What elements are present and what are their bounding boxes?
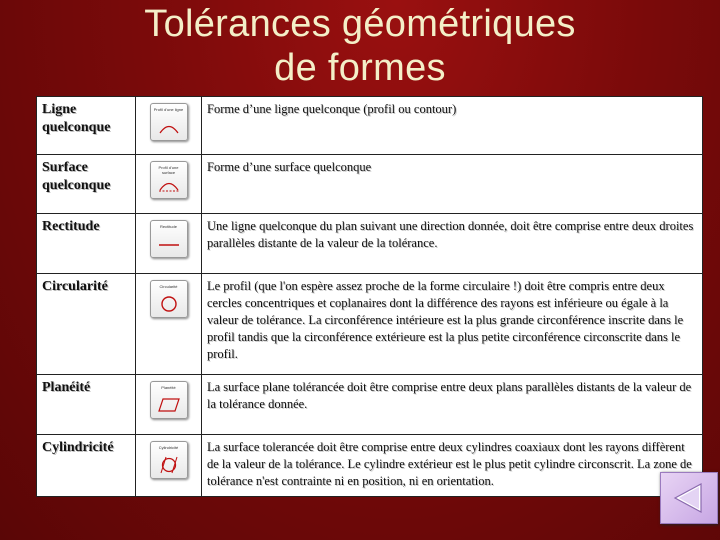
symbol-cell (136, 375, 202, 435)
symbol-cell (136, 97, 202, 155)
title-line-1: Tolérances géométriques (144, 3, 576, 45)
flatness-icon (150, 381, 188, 419)
slide-title (0, 2, 720, 90)
symbol-cell (136, 435, 202, 497)
symbol-caption: Rectitude (160, 224, 177, 229)
symbol-cell (136, 214, 202, 274)
tolerance-name: Ligne quelconque (37, 97, 136, 155)
symbol-caption: Profil d'une surface (158, 165, 179, 175)
cylindricity-icon (150, 441, 188, 479)
table-row (37, 435, 703, 497)
tolerance-name: Planéité (37, 375, 136, 435)
tolerance-description: Une ligne quelconque du plan suivant une direction donnée, doit être comprise entre deux droites parallèles distante de la valeur de la tolérance. (202, 214, 703, 274)
symbol-caption: Planéité (161, 385, 176, 390)
tolerance-name: Rectitude (37, 214, 136, 274)
tolerance-name: Cylindricité (37, 435, 136, 497)
symbol-cell (136, 274, 202, 375)
symbol-caption: Profil d'une ligne (153, 107, 184, 112)
circularity-icon (150, 280, 188, 318)
previous-slide-button[interactable] (660, 472, 718, 524)
profile-surface-icon (150, 161, 188, 199)
tolerance-name: Surface quelconque (37, 155, 136, 214)
tolerance-description: La surface tolerancée doit être comprise entre deux cylindres coaxiaux dont les rayons diffèrent de la valeur de la tolérance. Le cylindre extérieur est le plus petit cylindre circonscrit. La zone de tolérance n'est contrainte ni en position, ni en orientation. (202, 435, 703, 497)
tolerance-description: Forme d’une ligne quelconque (profil ou contour) (202, 97, 703, 155)
table-row (37, 274, 703, 375)
table-row (37, 155, 703, 214)
tolerance-description: Forme d’une surface quelconque (202, 155, 703, 214)
tolerance-description: Le profil (que l'on espère assez proche de la forme circulaire !) doit être compris entre deux cercles concentriques et coplanaires dont la différence des rayons est inférieure ou égale à la valeur de tolérance. La circonférence intérieure est la plus grande circonférence inscrite dans le profil tandis que la circonférence extérieure est la plus petite circonférence circonscrite dans le profil. (202, 274, 703, 375)
tolerance-description: La surface plane tolérancée doit être comprise entre deux plans parallèles distants de la valeur de la tolérance donnée. (202, 375, 703, 435)
table-row (37, 214, 703, 274)
tolerance-name: Circularité (37, 274, 136, 375)
table-row (37, 375, 703, 435)
table-row (37, 97, 703, 155)
symbol-cell (136, 155, 202, 214)
symbol-caption: Cylindricité (158, 445, 179, 450)
profile-line-icon (150, 103, 188, 141)
previous-slide-icon (671, 481, 707, 515)
tolerance-table (36, 96, 703, 497)
symbol-caption: Circularité (159, 284, 178, 289)
straightness-icon (150, 220, 188, 258)
title-line-2: de formes (274, 47, 446, 89)
